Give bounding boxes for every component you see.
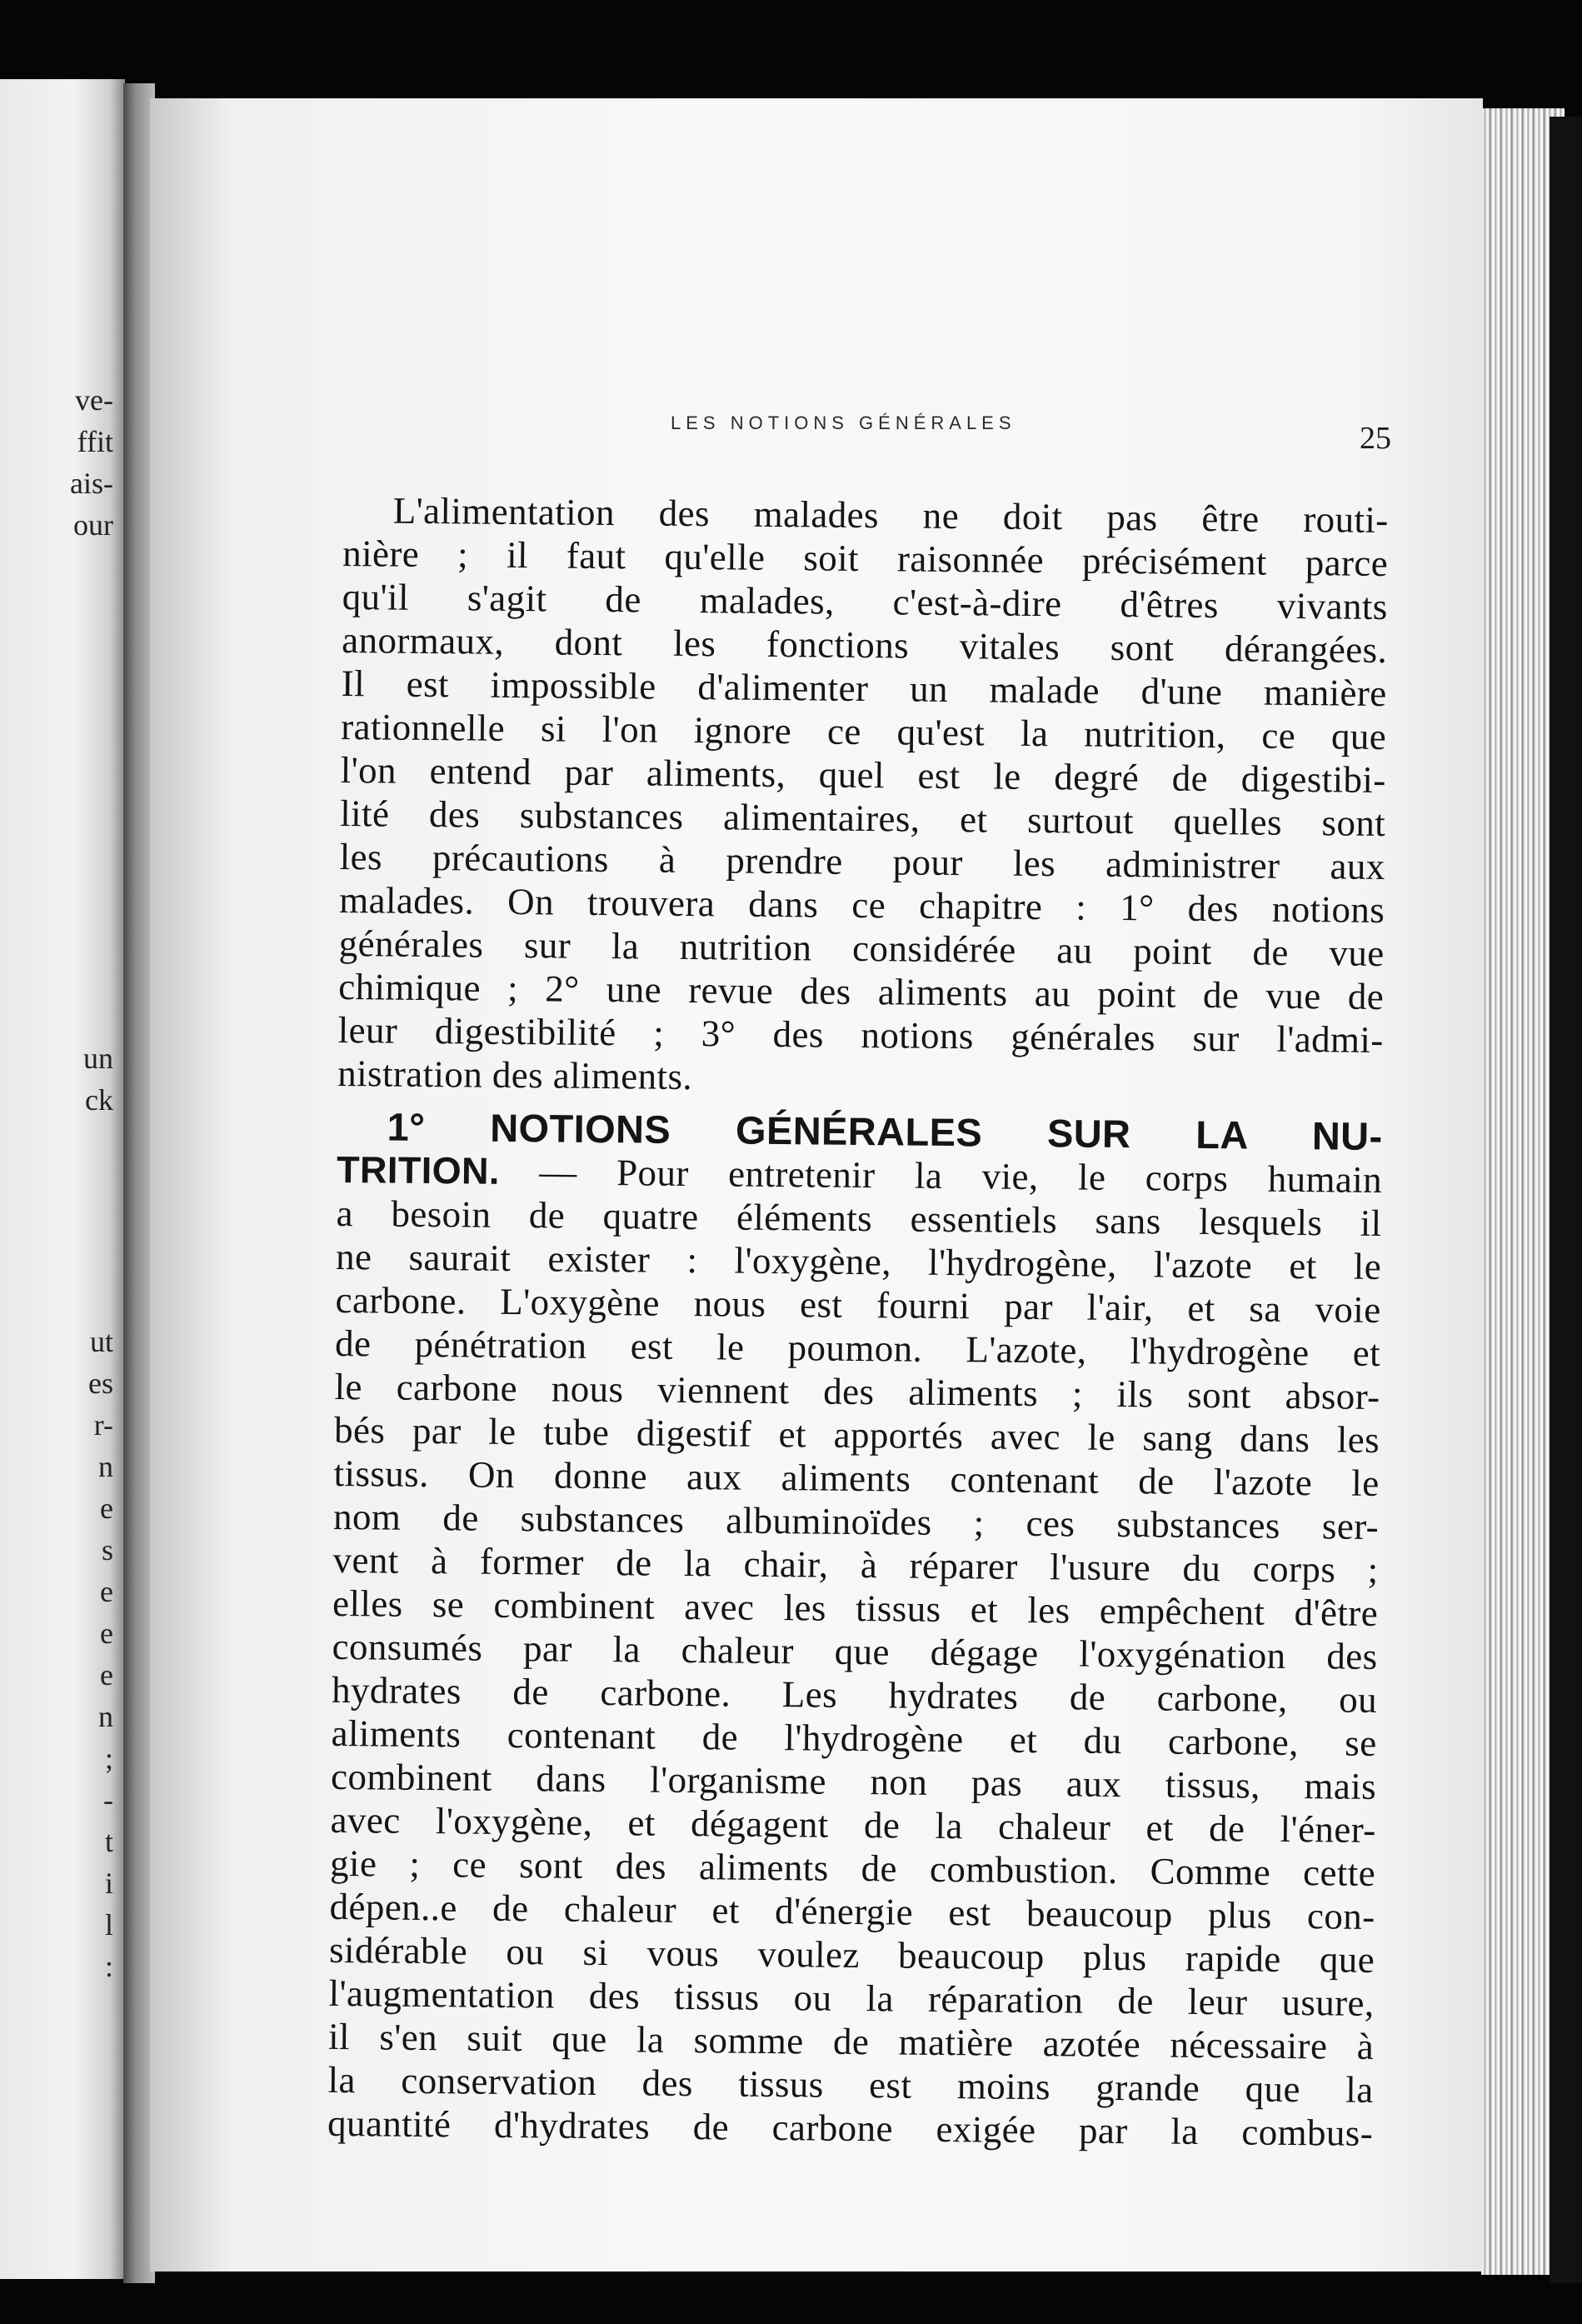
text-line: dépen..e de chaleur et d'énergie est beaucoup plus con- [329,1885,1375,1937]
text-line: l'on entend par aliments, quel est le degré de digestibi- [340,748,1386,802]
text-line: combinent dans l'organisme non pas aux tissus, mais [330,1755,1377,1807]
text-line: Il est impossible d'alimenter un malade d'une manière [341,662,1387,715]
text-line: rationnelle si l'on ignore ce qu'est la nutrition, ce que [341,705,1387,758]
text-line: il s'en suit que la somme de matière azotée nécessaire à [327,2015,1375,2067]
text-line: nière ; il faut qu'elle soit raisonnée précisément parce [342,532,1389,585]
text-line: a besoin de quatre éléments essentiels sans lesquels il [336,1192,1382,1245]
text-line: générales sur la nutrition considérée au point de vue [338,922,1385,975]
running-head: LES NOTIONS GÉNÉRALES [671,412,1016,433]
left-fragment: e [100,1658,113,1692]
body-text [327,488,1389,2155]
text-line: le carbone nous viennent des aliments ; ils sont absor- [334,1365,1380,1417]
text-line: nistration des aliments. [337,1052,693,1098]
page-edge-shadow [1550,117,1582,2283]
left-facing-page [0,79,125,2279]
left-fragment: ve- [75,383,113,417]
text-line: bés par le tube digestif et apportés avec le sang dans les [333,1408,1380,1461]
text-line: la conservation des tissus est moins grande que la [327,2058,1374,2111]
left-fragment: un [83,1042,113,1075]
left-page-fragment-group-1 [70,379,113,546]
left-fragment: ais- [70,467,113,500]
left-fragment: e [100,1575,113,1608]
left-fragment: t [104,1825,113,1858]
left-fragment: ut [89,1325,113,1358]
left-fragment: i [104,1867,113,1900]
text-line: nom de substances albuminoïdes ; ces substances ser- [332,1495,1380,1547]
left-fragment: ck [85,1083,113,1117]
left-fragment: e [100,1617,113,1650]
text-line: anormaux, dont les fonctions vitales sont dérangées. [342,618,1388,672]
text-run: — Pour entretenir la vie, le corps humain [499,1150,1383,1202]
text-line: consumés par la chaleur que dégage l'oxygénation des [332,1625,1378,1677]
left-fragment: l [104,1908,113,1942]
left-fragment: n [98,1700,113,1733]
left-fragment: e [100,1492,113,1525]
left-fragment: ; [104,1742,113,1775]
left-fragment: our [73,508,113,542]
text-line: sidérable ou si vous voulez beaucoup plus rapide que [328,1928,1375,1981]
text-line: avec l'oxygène, et dégagent de la chaleur et de l'éner- [330,1798,1376,1851]
left-fragment: es [88,1367,113,1400]
text-line: les précautions à prendre pour les administrer aux [339,835,1385,888]
text-line: elles se combinent avec les tissus et les empêchent d'être [332,1582,1379,1634]
text-line: tissus. On donne aux aliments contenant de l'azote le [333,1452,1380,1504]
text-line: quantité d'hydrates de carbone exigée par la combus- [327,2102,1374,2154]
text-line: leur digestibilité ; 3° des notions générales sur l'admi- [337,1008,1384,1062]
left-fragment: n [98,1450,113,1483]
left-fragment: - [103,1783,113,1817]
text-line: lité des substances alimentaires, et surtout quelles sont [340,792,1386,845]
text-line: l'augmentation des tissus ou la réparation de leur usure, [328,1972,1375,2024]
section-heading: 1° NOTIONS GÉNÉRALES SUR LA NU- [387,1104,1383,1159]
text-line: chimique ; 2° une revue des aliments au point de vue de [338,965,1385,1018]
text-line: aliments contenant de l'hydrogène et du carbone, se [331,1712,1377,1764]
text-line: ne saurait exister : l'oxygène, l'hydrogène, l'azote et le [335,1235,1382,1288]
section-heading-end: TRITION. [336,1147,501,1192]
text-line: de pénétration est le poumon. L'azote, l'hydrogène et [334,1322,1381,1374]
text-line: gie ; ce sont des aliments de combustion. Comme cette [329,1842,1376,1894]
text-line: carbone. L'oxygène nous est fourni par l'air, et sa voie [335,1278,1381,1332]
left-fragment: r- [93,1408,113,1442]
text-line: malades. On trouvera dans ce chapitre : 1° des notions [339,878,1385,932]
text-line: qu'il s'agit de malades, c'est-à-dire d'êtres vivants [342,575,1388,628]
page-number: 25 [1360,421,1391,456]
text-line: L'alimentation des malades ne doit pas être routi- [392,489,1389,542]
left-page-fragment-group-2 [83,1037,113,1121]
text-line: hydrates de carbone. Les hydrates de carbone, ou [331,1668,1378,1721]
left-fragment: ffit [77,425,113,458]
left-fragment: s [101,1533,113,1567]
left-fragment: : [104,1950,113,1983]
left-page-fragment-group-3 [88,1321,113,1987]
right-page [150,98,1483,2272]
text-line: vent à former de la chair, à réparer l'usure du corps ; [332,1538,1379,1591]
